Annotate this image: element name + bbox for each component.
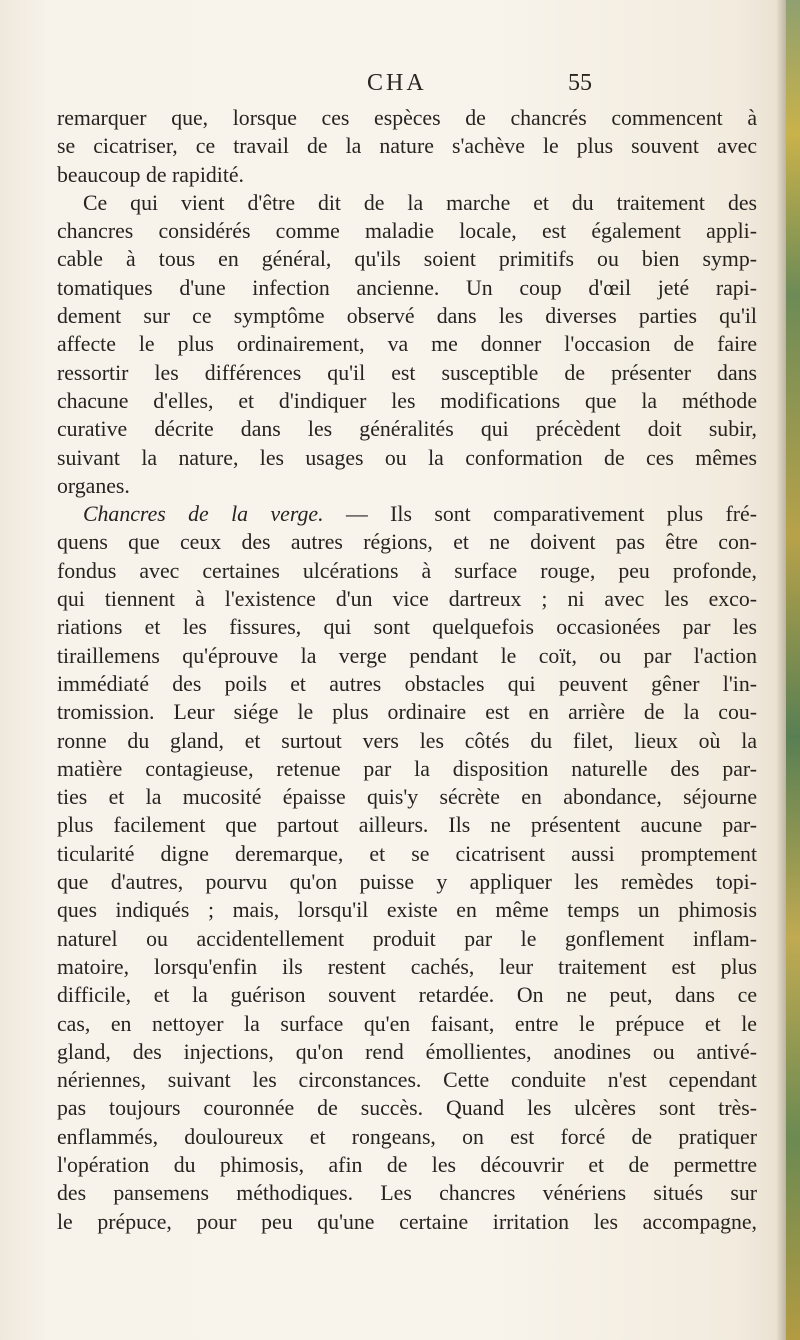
text-line: affecte le plus ordinairement, va me donner l'occasion de faire (57, 332, 757, 357)
text-line: le prépuce, pour peu qu'une certaine irritation les accompagne, (57, 1209, 757, 1234)
text-line: ronne du gland, et surtout vers les côtés du filet, lieux où la (57, 728, 757, 753)
text-line: ques indiqués ; mais, lorsqu'il existe en même temps un phimosis (57, 898, 757, 923)
text-line: nériennes, suivant les circonstances. Cette conduite n'est cependant (57, 1068, 757, 1093)
text-line: tromission. Leur siége le plus ordinaire est en arrière de la cou- (57, 700, 757, 725)
text-line: se cicatriser, ce travail de la nature s'achève le plus souvent avec (57, 134, 757, 159)
text-line: beaucoup de rapidité. (57, 162, 245, 187)
text-line: matière contagieuse, retenue par la disposition naturelle des par- (57, 756, 757, 781)
text-line: suivant la nature, les usages ou la conformation de ces mêmes (57, 445, 757, 470)
text-line: des pansemens méthodiques. Les chancres vénériens situés sur (57, 1181, 757, 1206)
page-edge-shadow (776, 0, 786, 1340)
text-line: remarquer que, lorsque ces espèces de chancrés commencent à (57, 106, 757, 130)
page-edge-strip (786, 0, 800, 1340)
page-header (0, 70, 760, 100)
text-line: naturel ou accidentellement produit par le gonflement inflam- (57, 926, 757, 951)
text-line: ties et la mucosité épaisse quis'y sécrète en abondance, séjourne (57, 785, 757, 810)
text-line: ticularité digne deremarque, et se cicatrisent aussi promptement (57, 841, 757, 866)
text-line: chancres considérés comme maladie locale, est également appli- (57, 219, 757, 244)
section-heading: Chancres de la verge. (83, 502, 324, 527)
text-line: riations et les fissures, qui sont quelquefois occasionées par les (57, 615, 757, 640)
text-line: Ce qui vient d'être dit de la marche et du traitement des (83, 190, 757, 215)
text-line: cas, en nettoyer la surface qu'en faisant, entre le prépuce et le (57, 1011, 757, 1036)
text-line: que d'autres, pourvu qu'on puisse y appliquer les remèdes topi- (57, 870, 757, 895)
page-number: 55 (568, 70, 592, 96)
text-line: curative décrite dans les généralités qui précèdent doit subir, (57, 417, 757, 442)
text-line: tiraillemens qu'éprouve la verge pendant le coït, ou par l'action (57, 643, 757, 668)
body-text (57, 104, 757, 1236)
text-line: difficile, et la guérison souvent retardée. On ne peut, dans ce (57, 983, 757, 1008)
text-line: fondus avec certaines ulcérations à surface rouge, peu profonde, (57, 558, 757, 583)
text-line: gland, des injections, qu'on rend émollientes, anodines ou antivé- (57, 1039, 757, 1064)
text-line: cable à tous en général, qu'ils soient primitifs ou bien symp- (57, 247, 757, 272)
text-line: l'opération du phimosis, afin de les découvrir et de permettre (57, 1152, 757, 1177)
text-line: ressortir les différences qu'il est susceptible de présenter dans (57, 360, 757, 385)
text-line: quens que ceux des autres régions, et ne doivent pas être con- (57, 530, 757, 555)
text-line: pas toujours couronnée de succès. Quand les ulcères sont très- (57, 1096, 757, 1121)
text-line: plus facilement que partout ailleurs. Ils ne présentent aucune par- (57, 813, 757, 838)
text-line: tomatiques d'une infection ancienne. Un coup d'œil jeté rapi- (57, 275, 757, 300)
text-line: enflammés, douloureux et rongeans, on est forcé de pratiquer (57, 1124, 757, 1149)
text-line: matoire, lorsqu'enfin ils restent cachés, leur traitement est plus (57, 954, 757, 979)
running-head: CHA (367, 70, 427, 96)
text-line: chacune d'elles, et d'indiquer les modifications que la méthode (57, 388, 757, 413)
section-line (57, 500, 757, 528)
text-line: — Ils sont comparativement plus fré- (345, 502, 757, 527)
text-line: immédiaté des poils et autres obstacles qui peuvent gêner l'in- (57, 671, 757, 696)
text-line: qui tiennent à l'existence d'un vice dartreux ; ni avec les exco- (57, 587, 757, 612)
text-line: dement sur ce symptôme observé dans les diverses parties qu'il (57, 304, 757, 329)
text-line: organes. (57, 473, 130, 498)
